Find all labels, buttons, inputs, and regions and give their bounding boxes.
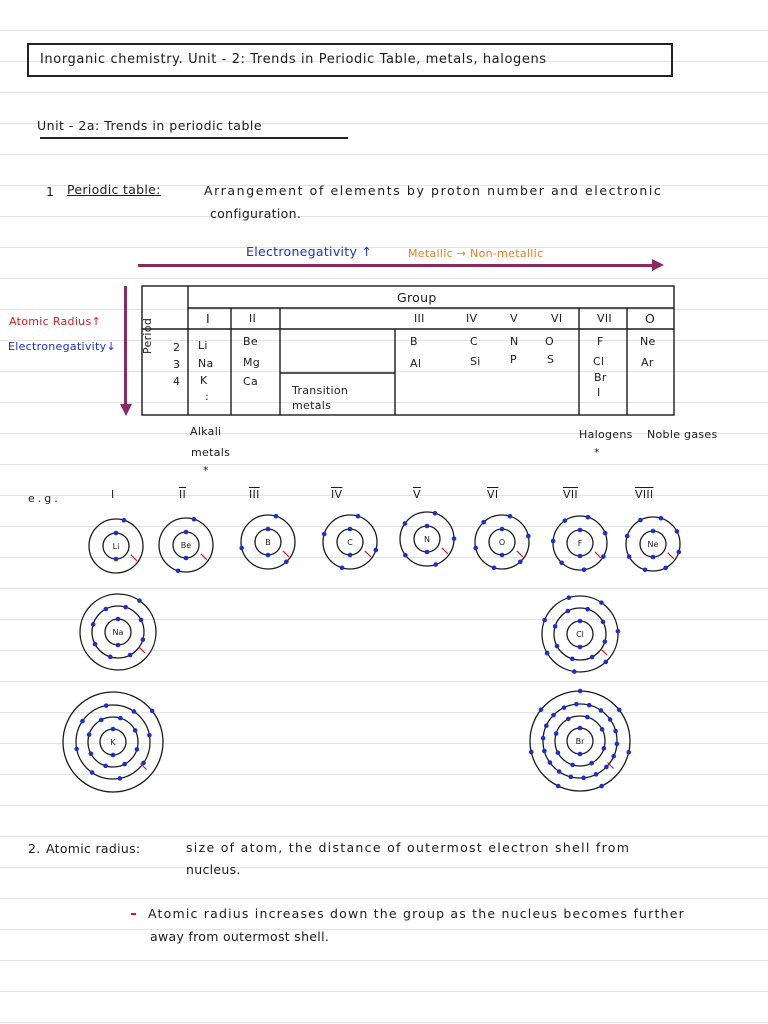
electron	[473, 546, 478, 551]
electron	[492, 565, 497, 570]
atom-symbol: Na	[112, 628, 124, 637]
electron	[192, 517, 197, 522]
electron	[118, 776, 123, 781]
group-header-I: I	[206, 311, 210, 326]
electron	[570, 763, 575, 768]
element-Si: Si	[470, 355, 481, 368]
electron	[563, 518, 568, 523]
electron	[184, 556, 189, 561]
electron	[500, 527, 505, 532]
alkali-star: *	[203, 464, 209, 477]
red-mark	[668, 553, 674, 559]
electron	[574, 702, 579, 707]
electron	[111, 727, 116, 732]
electron	[176, 568, 181, 573]
electron	[590, 655, 595, 660]
electron	[676, 550, 681, 555]
group-header-IV: IV	[466, 312, 478, 325]
electron	[99, 718, 104, 723]
element-Ar: Ar	[641, 356, 654, 369]
electron	[150, 709, 155, 714]
electron	[425, 550, 430, 555]
atom-k	[63, 692, 163, 792]
electron	[128, 653, 133, 658]
atom-na	[80, 594, 156, 670]
electron	[613, 729, 618, 734]
electron	[104, 607, 109, 612]
electron	[425, 524, 430, 529]
period-3: 3	[173, 358, 181, 371]
electron	[122, 518, 127, 523]
electron	[542, 749, 547, 754]
point2-definition-2: nucleus.	[186, 862, 241, 877]
electron	[133, 728, 138, 733]
electron	[659, 516, 664, 521]
electron	[602, 746, 607, 751]
point1-definition-2: configuration.	[210, 206, 302, 221]
unit-heading: Unit - 2a: Trends in periodic table	[37, 118, 263, 133]
atom-ne	[625, 516, 681, 572]
element-S: S	[547, 353, 555, 366]
electron	[617, 708, 622, 713]
element-O: O	[545, 335, 554, 348]
transition-metals: Transition metals	[292, 384, 349, 412]
electron	[585, 607, 590, 612]
atom-c	[322, 514, 378, 570]
electron	[348, 553, 353, 558]
electron	[114, 531, 119, 536]
atom-symbol: Li	[112, 542, 120, 551]
group-header-VI: VI	[551, 312, 563, 325]
electron	[578, 689, 583, 694]
electron	[141, 637, 146, 642]
electron	[627, 554, 632, 559]
electron	[548, 760, 553, 765]
electron	[569, 775, 574, 780]
period-4: 4	[173, 375, 181, 388]
group-label: Group	[397, 290, 437, 305]
electron	[594, 772, 599, 777]
electron	[80, 719, 85, 724]
electron	[541, 736, 546, 741]
halogens-star: *	[594, 446, 600, 459]
element-Li: Li	[198, 339, 208, 352]
electron	[122, 762, 127, 767]
electron	[651, 555, 656, 560]
electron	[137, 598, 142, 603]
electron	[348, 527, 353, 532]
electron	[551, 713, 556, 718]
electron	[625, 534, 630, 539]
electron	[585, 715, 590, 720]
electron	[643, 567, 648, 572]
group-header-O: O	[645, 311, 656, 326]
period-2: 2	[173, 341, 181, 354]
electron	[518, 560, 523, 565]
electron	[600, 727, 605, 732]
electron	[572, 669, 577, 674]
electron	[500, 553, 505, 558]
electron	[74, 747, 79, 752]
group-header-II: II	[249, 312, 257, 325]
electron	[356, 514, 361, 519]
electron	[651, 529, 656, 534]
electron	[90, 770, 95, 775]
point2-definition-1: size of atom, the distance of outermost electron shell from	[186, 840, 631, 855]
electron	[266, 553, 271, 558]
electron	[663, 566, 668, 571]
red-mark	[595, 552, 601, 558]
electron	[91, 622, 96, 627]
electron	[433, 562, 438, 567]
electron	[529, 750, 534, 755]
atom-symbol: C	[347, 538, 353, 547]
element-I: I	[597, 386, 601, 399]
element-Be: Be	[243, 335, 258, 348]
electronegativity-side-label: Electronegativity↓	[8, 340, 116, 353]
group-header-III: III	[414, 312, 425, 325]
electron	[587, 703, 592, 708]
atom-symbol: Cl	[576, 630, 584, 639]
atom-be	[159, 517, 213, 573]
point1-term: Periodic table:	[67, 182, 161, 197]
electron	[89, 751, 94, 756]
group-header-VII: VII	[597, 312, 612, 325]
electron	[135, 747, 140, 752]
electron	[570, 657, 575, 662]
element-C: C	[470, 335, 478, 348]
electron	[116, 643, 121, 648]
element-F: F	[597, 335, 604, 348]
element-B: B	[410, 335, 418, 348]
element-K: K	[200, 374, 208, 387]
electron	[555, 644, 560, 649]
electron	[553, 624, 558, 629]
atomic-radius-label: Atomic Radius↑	[9, 315, 101, 328]
electron	[554, 731, 559, 736]
electron	[284, 560, 289, 565]
red-mark	[442, 548, 448, 554]
halogens-label: Halogens	[579, 428, 633, 441]
alkali-label: Alkali	[190, 425, 222, 438]
electron	[526, 534, 531, 539]
alkali-metals-label: metals	[191, 446, 231, 459]
electron	[239, 546, 244, 551]
electron	[403, 521, 408, 526]
electron	[132, 709, 137, 714]
electron	[604, 765, 609, 770]
electronegativity-trend-label: Electronegativity ↑	[246, 244, 373, 259]
atom-symbol: Ne	[647, 540, 659, 549]
period-label: Period	[141, 317, 154, 354]
element-P: P	[510, 353, 517, 366]
atom-symbol: Be	[180, 541, 192, 550]
red-mark	[139, 647, 145, 653]
electron	[340, 565, 345, 570]
electron	[114, 557, 119, 562]
electron	[604, 660, 609, 665]
electron	[675, 529, 680, 534]
electron	[108, 655, 113, 660]
electron	[542, 618, 547, 623]
electron	[123, 605, 128, 610]
note-line-2: away from outermost shell.	[150, 929, 330, 944]
electron	[603, 639, 608, 644]
electron	[586, 515, 591, 520]
electron	[601, 554, 606, 559]
point1-number: 1	[46, 184, 55, 199]
eg-group-VII: $\overline{VII}$	[563, 488, 578, 501]
element-Br: Br	[594, 371, 607, 384]
electron	[551, 539, 556, 544]
element-Al: Al	[410, 357, 422, 370]
electron	[544, 723, 549, 728]
red-mark	[601, 649, 607, 655]
electron	[578, 752, 583, 757]
electron	[539, 707, 544, 712]
electron	[603, 531, 608, 536]
electron	[556, 784, 561, 789]
electron	[589, 761, 594, 766]
red-mark	[365, 551, 371, 557]
metallic-trend-label: Metallic → Non-metallic	[408, 247, 544, 260]
electron	[566, 717, 571, 722]
electron	[562, 705, 567, 710]
electron	[601, 620, 606, 625]
eg-group-VI: $\overline{VI}$	[487, 488, 499, 501]
electron	[566, 609, 571, 614]
electron	[578, 528, 583, 533]
noble-gases-label: Noble gases	[647, 428, 718, 441]
point2-number: 2.	[28, 841, 41, 856]
electron	[581, 776, 586, 781]
electron	[433, 511, 438, 516]
electron	[582, 567, 587, 572]
electron	[116, 617, 121, 622]
electron	[638, 518, 643, 523]
page-title: Inorganic chemistry. Unit - 2: Trends in Periodic Table, metals, halogens	[40, 52, 547, 67]
electron	[608, 717, 613, 722]
atom-li	[89, 518, 143, 573]
atom-br	[529, 689, 631, 791]
point1-definition-1: Arrangement of elements by proton number and electronic	[204, 183, 663, 198]
atom-symbol: F	[577, 539, 583, 548]
atom-n	[400, 511, 456, 567]
group-header-V: V	[510, 312, 518, 325]
atom-cl	[542, 595, 620, 673]
atom-b	[239, 514, 295, 569]
element-Ca: Ca	[243, 375, 259, 388]
red-mark	[201, 554, 207, 560]
electron	[578, 554, 583, 559]
eg-group-I: I	[111, 488, 115, 501]
element-Ne: Ne	[640, 335, 656, 348]
electron	[626, 750, 631, 755]
note-bullet	[131, 913, 136, 915]
electron	[147, 733, 152, 738]
element-Na: Na	[198, 357, 214, 370]
eg-group-III: $\overline{III}$	[249, 488, 260, 501]
electron	[139, 618, 144, 623]
electron	[118, 716, 123, 721]
electron	[508, 514, 513, 519]
electron	[556, 750, 561, 755]
electron	[611, 754, 616, 759]
eg-group-VIII: VIII	[635, 488, 654, 501]
electron	[578, 726, 583, 731]
atom-f	[551, 515, 608, 572]
electron	[452, 536, 457, 541]
element-Mg: Mg	[243, 356, 261, 369]
electron	[87, 732, 92, 737]
electron	[559, 560, 564, 565]
point2-term: Atomic radius:	[46, 841, 141, 856]
eg-group-II: $\overline{II}$	[179, 488, 187, 501]
electron	[616, 629, 621, 634]
atom-symbol: K	[110, 738, 116, 747]
electron	[403, 553, 408, 558]
eg-group-V: $\overline{V}$	[413, 488, 421, 501]
atom-symbol: Br	[575, 737, 585, 746]
electron	[93, 642, 98, 647]
atom-symbol: N	[424, 535, 430, 544]
eg-group-IV: $\overline{IV}$	[331, 488, 343, 501]
electron	[557, 769, 562, 774]
electron	[184, 530, 189, 535]
eg-label: e.g.	[28, 492, 61, 505]
electron	[111, 753, 116, 758]
element-Cl: Cl	[593, 355, 605, 368]
electron	[266, 527, 271, 532]
note-line-1: Atomic radius increases down the group as the nucleus becomes further	[148, 906, 685, 921]
electron	[599, 784, 604, 789]
electron	[567, 595, 572, 600]
electron	[615, 742, 620, 747]
red-mark	[131, 555, 137, 561]
atom-symbol: B	[265, 538, 271, 547]
electron	[322, 532, 327, 537]
electron	[545, 651, 550, 656]
element-dots: :	[205, 390, 210, 403]
electron	[373, 548, 378, 553]
red-mark	[283, 551, 289, 557]
element-N: N	[510, 335, 519, 348]
red-mark	[517, 551, 523, 557]
atom-symbol: O	[498, 538, 506, 547]
electron	[104, 703, 109, 708]
electron	[578, 619, 583, 624]
electron	[103, 764, 108, 769]
atom-o	[473, 514, 530, 570]
electron	[599, 708, 604, 713]
electron	[481, 520, 486, 525]
electron	[599, 600, 604, 605]
electron	[578, 645, 583, 650]
electron	[274, 514, 279, 519]
